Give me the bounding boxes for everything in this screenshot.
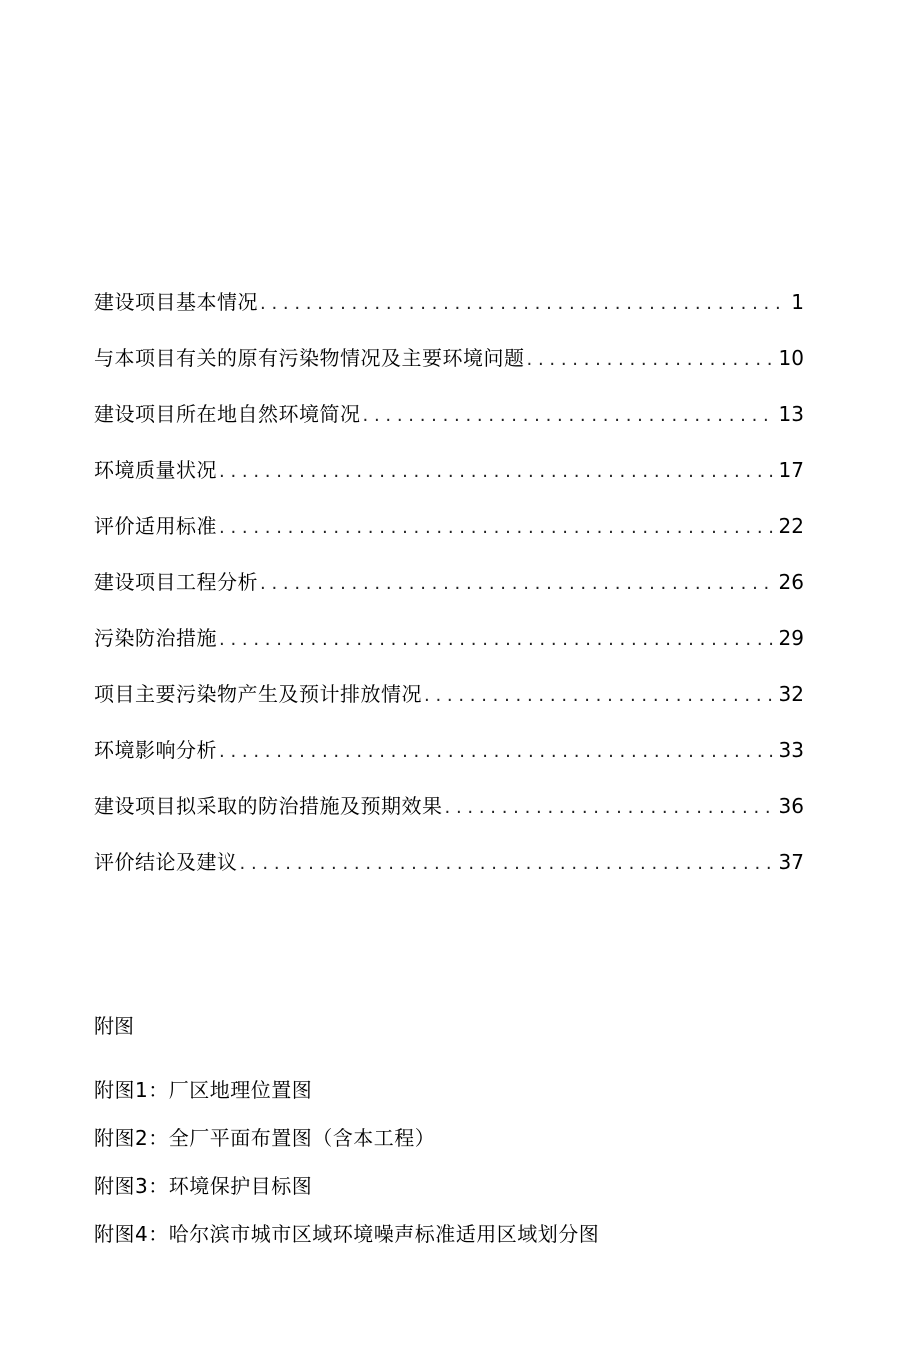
- toc-entry-page: 32: [778, 682, 804, 706]
- toc-leader-dots: [363, 398, 773, 434]
- attachments-heading: 附图: [94, 1014, 134, 1038]
- toc-leader-dots: [424, 678, 773, 714]
- attachment-item[interactable]: 附图4：哈尔滨市城市区域环境噪声标准适用区域划分图: [94, 1222, 600, 1246]
- toc-entry[interactable]: [94, 396, 804, 452]
- table-of-contents: [94, 284, 804, 900]
- toc-entry-page: 36: [778, 794, 804, 818]
- attachment-item[interactable]: 附图1：厂区地理位置图: [94, 1078, 313, 1102]
- toc-entry[interactable]: [94, 844, 804, 900]
- toc-entry-page: 26: [778, 570, 804, 594]
- toc-leader-dots: [260, 286, 785, 322]
- toc-entry[interactable]: [94, 452, 804, 508]
- toc-entry[interactable]: [94, 788, 804, 844]
- toc-leader-dots: [445, 790, 773, 826]
- toc-entry-page: 37: [778, 850, 804, 874]
- toc-entry[interactable]: [94, 620, 804, 676]
- toc-leader-dots: [219, 734, 773, 770]
- toc-entry[interactable]: [94, 508, 804, 564]
- toc-entry-title: 项目主要污染物产生及预计排放情况: [94, 682, 422, 706]
- toc-entry-page: 13: [778, 402, 804, 426]
- attachment-item[interactable]: 附图2：全厂平面布置图（含本工程）: [94, 1126, 436, 1150]
- toc-entry-title: 与本项目有关的原有污染物情况及主要环境问题: [94, 346, 525, 370]
- toc-leader-dots: [219, 622, 773, 658]
- toc-entry-title: 建设项目工程分析: [94, 570, 258, 594]
- toc-entry-page: 1: [791, 290, 804, 314]
- toc-entry[interactable]: [94, 676, 804, 732]
- toc-entry-title: 环境质量状况: [94, 458, 217, 482]
- toc-entry[interactable]: [94, 284, 804, 340]
- toc-entry[interactable]: [94, 564, 804, 620]
- toc-leader-dots: [260, 566, 773, 602]
- toc-entry-title: 评价结论及建议: [94, 850, 238, 874]
- toc-entry-page: 29: [778, 626, 804, 650]
- toc-entry-page: 10: [778, 346, 804, 370]
- toc-entry-page: 22: [778, 514, 804, 538]
- toc-entry-title: 评价适用标准: [94, 514, 217, 538]
- toc-entry-title: 建设项目拟采取的防治措施及预期效果: [94, 794, 443, 818]
- toc-entry[interactable]: [94, 340, 804, 396]
- toc-leader-dots: [219, 510, 773, 546]
- toc-entry-page: 17: [778, 458, 804, 482]
- toc-leader-dots: [240, 846, 773, 882]
- toc-leader-dots: [527, 342, 773, 378]
- toc-leader-dots: [219, 454, 773, 490]
- toc-entry-title: 建设项目所在地自然环境简况: [94, 402, 361, 426]
- attachments-section: [94, 1008, 814, 1264]
- toc-entry-page: 33: [778, 738, 804, 762]
- attachment-item[interactable]: 附图3：环境保护目标图: [94, 1174, 313, 1198]
- toc-entry-title: 建设项目基本情况: [94, 290, 258, 314]
- toc-entry[interactable]: [94, 732, 804, 788]
- toc-entry-title: 污染防治措施: [94, 626, 217, 650]
- toc-entry-title: 环境影响分析: [94, 738, 217, 762]
